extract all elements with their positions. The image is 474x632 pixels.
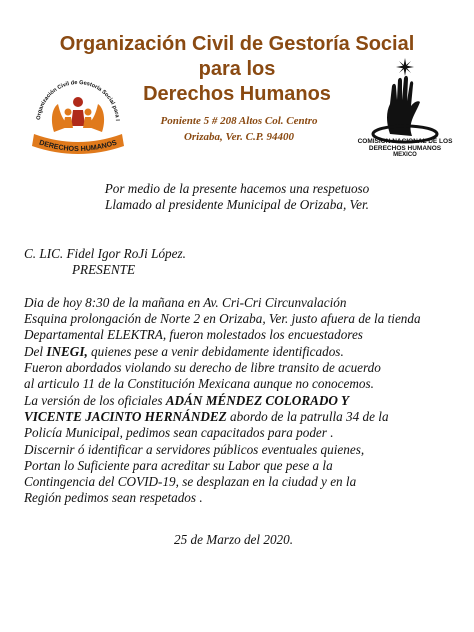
body-line-10: Discernir ó identificar a servidores públicos eventuales quienes, bbox=[24, 442, 365, 457]
inegi-bold: INEGI, bbox=[46, 344, 88, 359]
officer-name-1: ADÁN MÉNDEZ COLORADO Y bbox=[165, 393, 350, 408]
org-title-line2: para los bbox=[198, 58, 276, 80]
officer-name-2: VICENTE JACINTO HERNÁNDEZ bbox=[24, 409, 227, 424]
body-line-9: Policía Municipal, pedimos sean capacitados para poder . bbox=[24, 425, 334, 440]
body-line-1: Dia de hoy 8:30 de la mañana en Av. Cri-Cri Circunvalación bbox=[24, 295, 347, 310]
cndh-label-line2: DERECHOS HUMANOS bbox=[368, 145, 442, 152]
intro-line2: Llamado al presidente Municipal de Orizaba, Ver. bbox=[105, 197, 369, 212]
recipient-name: C. LIC. Fidel Igor RoJi López. bbox=[24, 246, 186, 261]
logo-arc-text: Organización Civil de Gestoría Social para l bbox=[36, 79, 120, 122]
body-line-12: Contingencia del COVID-19, se desplazan en la ciudad y en la bbox=[24, 474, 357, 489]
presente-label: PRESENTE bbox=[72, 262, 136, 277]
org-title-line1: Organización Civil de Gestoría Social bbox=[59, 33, 415, 55]
intro-line1: Por medio de la presente hacemos una respetuoso bbox=[104, 181, 370, 196]
org-title-line3: Derechos Humanos bbox=[143, 83, 331, 105]
logo-banner-text: DERECHOS HUMANOS bbox=[38, 137, 118, 154]
body-line-3: Departamental ELEKTRA, fueron molestados los encuestadores bbox=[24, 327, 363, 342]
body-line-13: Región pedimos sean respetados . bbox=[24, 490, 203, 505]
body-line-4: Del INEGI, quienes pese a venir debidamente identificados. bbox=[24, 344, 344, 359]
body-line-6: al articulo 11 de la Constitución Mexicana aunque no conocemos. bbox=[24, 376, 374, 391]
body-line-8: VICENTE JACINTO HERNÁNDEZ abordo de la patrulla 34 de la bbox=[24, 409, 389, 424]
body-line-2: Esquina prolongación de Norte 2 en Orizaba, Ver. justo afuera de la tienda bbox=[24, 311, 421, 326]
cndh-label-line1: COMISION NACIONAL DE LOS bbox=[357, 138, 453, 145]
body-line-5: Fueron abordados violando su derecho de libre transito de acuerdo bbox=[24, 360, 381, 375]
address-line1: Poniente 5 # 208 Altos Col. Centro bbox=[160, 115, 318, 127]
body-line-11: Portan lo Suficiente para acreditar su Labor que pese a la bbox=[24, 458, 333, 473]
body-line-7: La versión de los oficiales ADÁN MÉNDEZ COLORADO Y bbox=[24, 393, 350, 408]
cndh-label-line3: MEXICO bbox=[393, 152, 417, 158]
org-logo bbox=[28, 60, 128, 170]
letter-date: 25 de Marzo del 2020. bbox=[174, 532, 294, 547]
address-line2: Orizaba, Ver. C.P. 94400 bbox=[183, 131, 295, 143]
